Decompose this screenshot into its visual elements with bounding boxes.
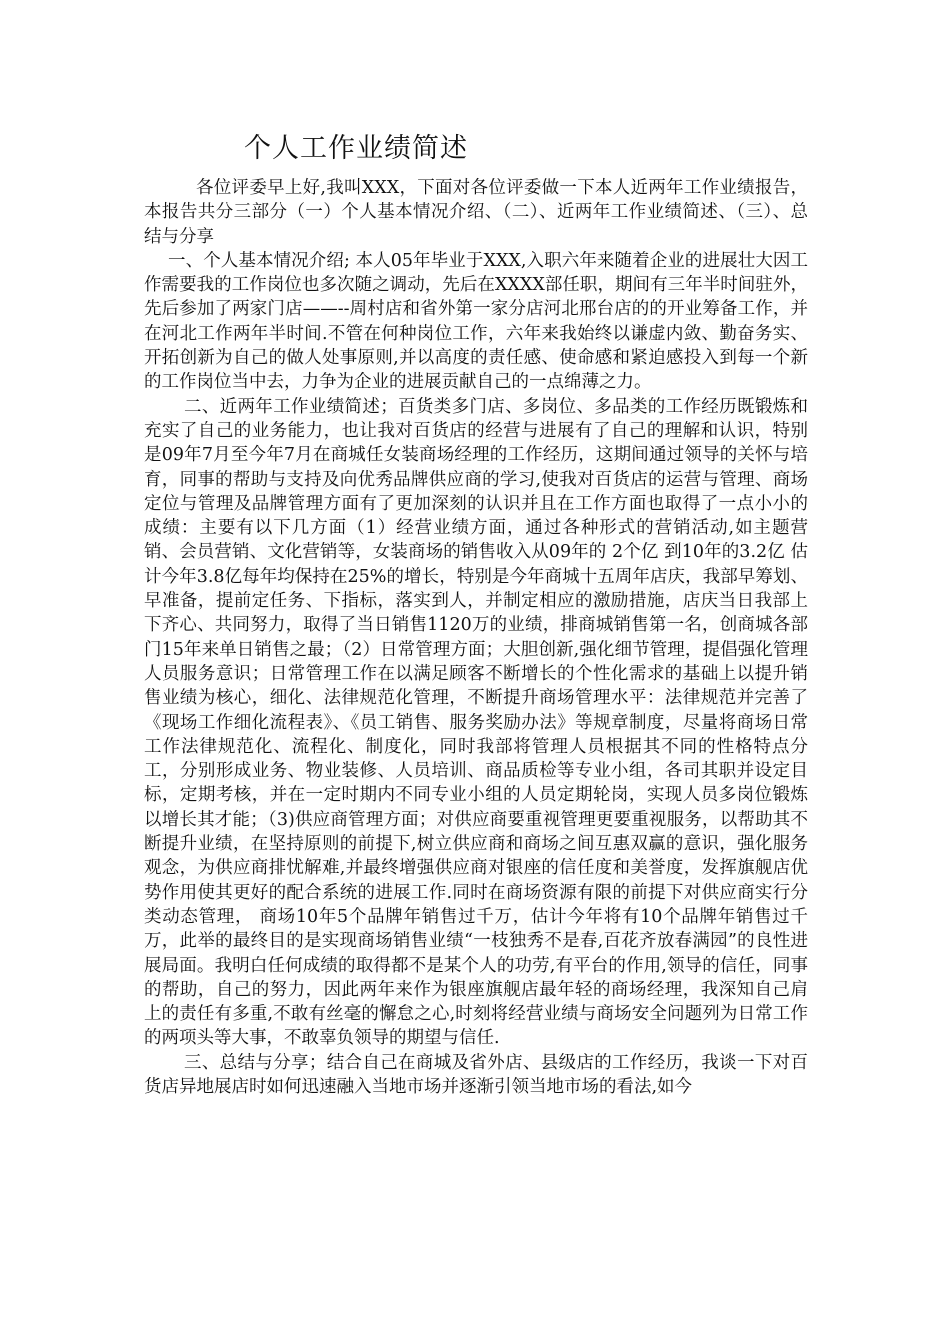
- document-title: 个人工作业绩简述: [244, 133, 468, 164]
- paragraph-section-1: 一、个人基本情况介绍; 本人05年毕业于XXX,入职六年来随着企业的进展壮大因工作需要我的工作岗位也多次随之调动，先后在XXXX部任职，期间有三年半时间驻外，先后参加了两家门店——--周村店和省外第一家分店河北邢台店的的开业筹备工作，并在河北工作两年半时间.不管在何种岗位工作，六年来我始终以谦虚内敛、勤奋务实、开拓创新为自己的做人处事原则,并以高度的责任感、使命感和紧迫感投入到每一个新的工作岗位当中去，力争为企业的进展贡献自己的一点绵薄之力。: [144, 250, 808, 393]
- paragraph-section-3: 三、总结与分享；结合自己在商城及省外店、县级店的工作经历，我谈一下对百货店异地展店时如何迅速融入当地市场并逐渐引领当地市场的看法,如今: [144, 1052, 808, 1097]
- document-body: [144, 176, 808, 1099]
- paragraph-section-2: 二、近两年工作业绩简述；百货类多门店、多岗位、多品类的工作经历既锻炼和充实了自己的业务能力，也让我对百货店的经营与进展有了自己的理解和认识，特别是09年7月至今年7月在商城任女装商场经理的工作经历，这期间通过领导的关怀与培育，同事的帮助与支持及向优秀品牌供应商的学习,使我对百货店的运营与管理、商场定位与管理及品牌管理方面有了更加深刻的认识并且在工作方面也取得了一点小小的成绩：主要有以下几方面（1）经营业绩方面，通过各种形式的营销活动,如主题营销、会员营销、文化营销等，女装商场的销售收入从09年的 2个亿 到10年的3.2亿 估计今年3.8亿每年均保持在25%的增长，特别是今年商城十五周年店庆，我部早筹划、早准备，提前定任务、下指标，落实到人，并制定相应的激励措施，店庆当日我部上下齐心、共同努力，取得了当日销售1120万的业绩，排商城销售第一名，创商城各部门15年来单日销售之最；（2）日常管理方面；大胆创新,强化细节管理，提倡强化管理人员服务意识；日常管理工作在以满足顾客不断增长的个性化需求的基础上以提升销售业绩为核心，细化、法律规范化管理，不断提升商场管理水平：法律规范并完善了《现场工作细化流程表》、《员工销售、服务奖励办法》等规章制度，尽量将商场日常工作法律规范化、流程化、制度化，同时我部将管理人员根据其不同的性格特点分工，分别形成业务、物业装修、人员培训、商品质检等专业小组，各司其职并设定目标，定期考核，并在一定时期内不同专业小组的人员定期轮岗，实现人员多岗位锻炼以增长其才能；（3)供应商管理方面；对供应商要重视管理更要重视服务，以帮助其不断提升业绩，在坚持原则的前提下,树立供应商和商场之间互惠双赢的意识，强化服务观念，为供应商排忧解难,并最终增强供应商对银座的信任度和美誉度，发挥旗舰店优势作用使其更好的配合系统的进展工作.同时在商场资源有限的前提下对供应商实行分类动态管理， 商场10年5个品牌年销售过千万，估计今年将有10个品牌年销售过千万，此举的最终目的是实现商场销售业绩“一枝独秀不是春,百花齐放春满园”的良性进展局面。我明白任何成绩的取得都不是某个人的功劳,有平台的作用,领导的信任，同事的帮助，自己的努力，因此两年来作为银座旗舰店最年轻的商场经理，我深知自己肩上的责任有多重,不敢有丝毫的懈怠之心,时刻将经营业绩与商场安全问题列为日常工作的两项头等大事，不敢辜负领导的期望与信任.: [144, 396, 808, 1049]
- paragraph-intro: 各位评委早上好,我叫XXX，下面对各位评委做一下本人近两年工作业绩报告，本报告共分三部分（一）个人基本情况介绍、（二）、近两年工作业绩简述、（三）、总结与分享: [144, 178, 808, 247]
